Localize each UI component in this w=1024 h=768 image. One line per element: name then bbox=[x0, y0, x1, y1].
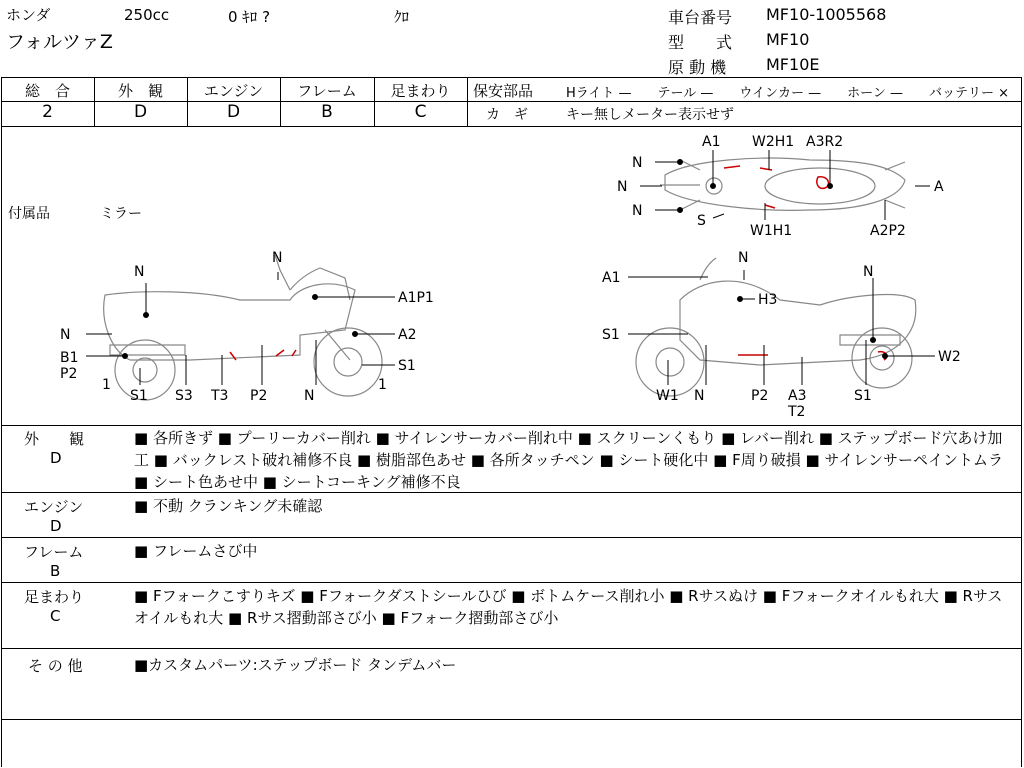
diagram-label: N bbox=[632, 155, 643, 171]
diagram-label: A3R2 bbox=[806, 134, 844, 150]
top-view-handlebar bbox=[660, 160, 700, 210]
detail-grade-suspension: C bbox=[50, 607, 61, 625]
diagram-label: A2P2 bbox=[870, 223, 906, 239]
right-view-front-wheel bbox=[636, 328, 704, 396]
diagram-label: N bbox=[617, 179, 628, 195]
detail-category-engine: エンジン bbox=[24, 498, 84, 516]
diagram-label: N bbox=[60, 327, 71, 343]
diagram-label: N bbox=[304, 388, 315, 404]
grade-header-overall: 総 合 bbox=[24, 82, 70, 100]
detail-category-exterior: 外 観 bbox=[24, 430, 85, 448]
grade-header-frame: フレーム bbox=[297, 82, 357, 100]
grade-header-exterior: 外 観 bbox=[117, 82, 163, 100]
diagram-label: T3 bbox=[211, 388, 229, 404]
diagram-label: 1 bbox=[102, 377, 111, 393]
right-view-rear-wheel bbox=[852, 328, 912, 388]
detail-grade-exterior: D bbox=[50, 449, 62, 467]
diagram-label: B1 bbox=[60, 350, 79, 366]
detail-text-suspension: ■ Fフォークこすりキズ ■ Fフォークダストシールひび ■ ボトムケース削れ小 ■ Rサスぬけ ■ Fフォークオイルもれ大 ■ Rサスオイルもれ大 ■ Rサス摺動部さび小 ■ Fフォーク摺動部さび小 bbox=[134, 587, 1003, 627]
grade-overall: 2 bbox=[42, 102, 53, 122]
diagram-label: A1 bbox=[602, 270, 621, 286]
diagram-label: T2 bbox=[788, 404, 806, 420]
diagram-label: N bbox=[863, 264, 874, 280]
diagram-label: A bbox=[934, 179, 944, 195]
diagram-label: P2 bbox=[751, 388, 769, 404]
safety-items: Hライト — テール — ウインカー — ホーン — バッテリー × bbox=[566, 86, 1010, 101]
detail-text-engine: ■ 不動 クランキング未確認 bbox=[134, 497, 323, 515]
diagram-label: N bbox=[272, 250, 283, 266]
maker: ホンダ bbox=[6, 6, 51, 24]
grade-frame: B bbox=[321, 102, 333, 122]
frame-no-label: 車台番号 bbox=[668, 8, 733, 27]
left-view-front-wheel bbox=[314, 328, 382, 396]
detail-text-frame: ■ フレームさび中 bbox=[134, 542, 258, 560]
grade-suspension: C bbox=[414, 102, 427, 122]
diagram-label: S1 bbox=[130, 388, 148, 404]
diagram-label: W2 bbox=[938, 349, 961, 365]
diagram-label: A1 bbox=[702, 134, 721, 150]
mileage: 0 ｷﾛ ? bbox=[228, 8, 271, 26]
diagram-label: S bbox=[697, 213, 706, 229]
top-view-body bbox=[665, 158, 905, 210]
diagram-label: H3 bbox=[758, 292, 778, 308]
type-value: MF10 bbox=[766, 30, 810, 49]
grade-exterior: D bbox=[133, 102, 148, 122]
diagram-label: P2 bbox=[60, 366, 78, 382]
key-value: キー無しメーター表示せず bbox=[566, 107, 734, 123]
accessories-value: ミラー bbox=[100, 206, 142, 222]
detail-category-other: そ の 他 bbox=[28, 657, 83, 675]
leader-lines bbox=[86, 150, 935, 385]
detail-grade-engine: D bbox=[50, 517, 62, 535]
diagram-label: N bbox=[694, 388, 705, 404]
engine-model-value: MF10E bbox=[766, 55, 820, 74]
diagram-label: A1P1 bbox=[398, 290, 434, 306]
diagram-label: W1H1 bbox=[750, 223, 793, 239]
diagram-label: N bbox=[738, 250, 749, 266]
right-view-body bbox=[680, 281, 916, 365]
diagram-label: N bbox=[134, 264, 145, 280]
safety-label: 保安部品 bbox=[473, 82, 534, 100]
diagram-label: W2H1 bbox=[752, 134, 795, 150]
diagram-label: S1 bbox=[398, 358, 416, 374]
top-view-tail bbox=[885, 162, 905, 208]
displacement: 250cc bbox=[124, 6, 170, 24]
frame-no: MF10-1005568 bbox=[766, 5, 887, 24]
diagram-label: S1 bbox=[602, 327, 620, 343]
diagram-label: S3 bbox=[175, 388, 193, 404]
top-view-seat bbox=[765, 168, 875, 204]
body-color: ｸﾛ bbox=[394, 8, 410, 26]
diagram-label: N bbox=[632, 203, 643, 219]
detail-category-frame: フレーム bbox=[24, 543, 84, 561]
diagram-label: A2 bbox=[398, 327, 417, 343]
type-label: 型 式 bbox=[668, 33, 733, 52]
key-label: カ ギ bbox=[486, 107, 528, 123]
grade-header-suspension: 足まわり bbox=[390, 82, 451, 100]
grade-engine: D bbox=[226, 102, 241, 122]
damage-marks bbox=[230, 166, 887, 360]
accessories-label: 付属品 bbox=[8, 206, 50, 222]
grade-header-engine: エンジン bbox=[203, 82, 264, 100]
model-name: フォルツァZ bbox=[6, 31, 113, 53]
detail-grade-frame: B bbox=[50, 562, 61, 580]
engine-model-label: 原 動 機 bbox=[668, 58, 727, 77]
diagram-label: W1 bbox=[656, 388, 679, 404]
diagram-label: P2 bbox=[250, 388, 268, 404]
detail-text-exterior: ■ 各所きず ■ プーリーカバー削れ ■ サイレンサーカバー削れ中 ■ スクリーンくもり ■ レバー削れ ■ ステップボード穴あけ加工 ■ バックレスト破れ補修不良 ■ 樹脂部色あせ ■ 各所タッチペン ■ シート硬化中 ■ F周り破損 ■ サイレンサーペイントムラ ■ シート色あせ中 ■ シートコーキング補修不良 bbox=[134, 429, 1004, 491]
diagram-label: S1 bbox=[854, 388, 872, 404]
diagram-label: 1 bbox=[378, 377, 387, 393]
detail-text-other: ■カスタムパーツ:ステップボード タンデムバー bbox=[134, 656, 457, 674]
detail-category-suspension: 足まわり bbox=[24, 588, 85, 606]
diagram-label: A3 bbox=[788, 388, 807, 404]
